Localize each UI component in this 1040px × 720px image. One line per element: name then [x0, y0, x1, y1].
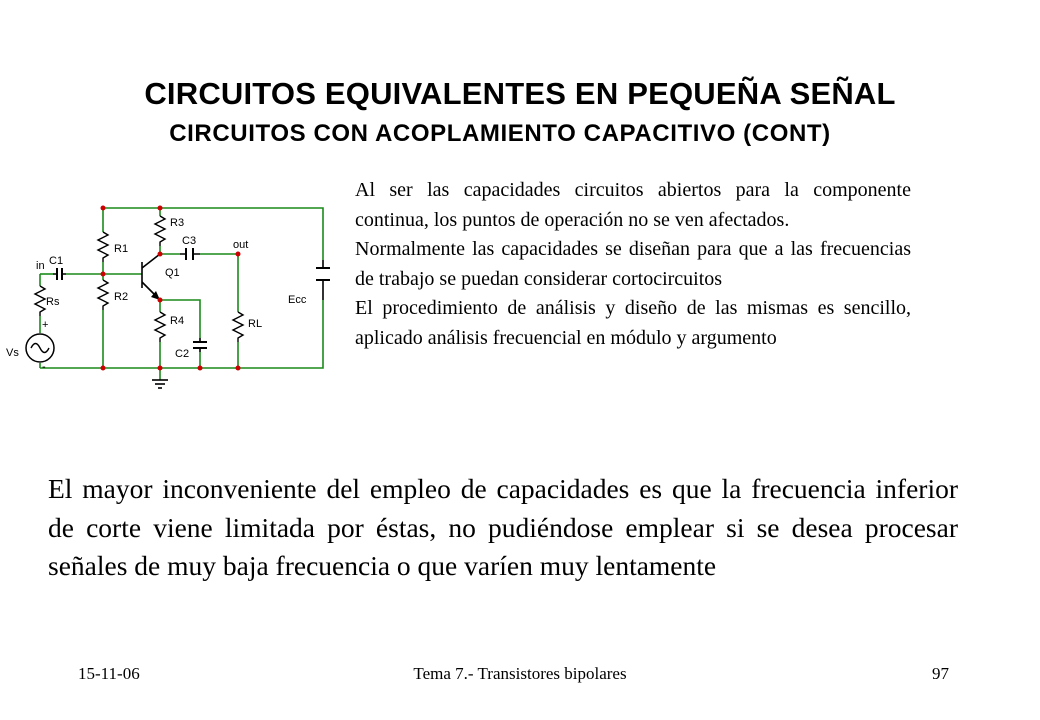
label-r1: R1 [114, 243, 129, 255]
explanation-paragraph-2: Normalmente las capacidades se diseñan para que a las frecuencias de trabajo se puedan considerar cortocircuitos [355, 238, 911, 290]
footer-topic: Tema 7.- Transistores bipolares [413, 664, 627, 683]
label-r3: R3 [170, 217, 185, 229]
circuit-diagram [0, 190, 340, 410]
label-c3: C3 [182, 235, 197, 247]
label-r4: R4 [170, 315, 185, 327]
label-plus: + [42, 319, 49, 331]
label-c1: C1 [49, 255, 64, 267]
label-vs: Vs [6, 347, 19, 359]
footer-date: 15-11-06 [78, 664, 140, 683]
label-q1: Q1 [165, 267, 180, 279]
explanation-paragraph-1: Al ser las capacidades circuitos abiertos para la componente continua, los puntos de operación no se ven afectados. [355, 179, 911, 231]
slide-subtitle: CIRCUITOS CON ACOPLAMIENTO CAPACITIVO (CONT) [169, 120, 831, 147]
label-in: in [36, 260, 45, 272]
slide-title: CIRCUITOS EQUIVALENTES EN PEQUEÑA SEÑAL [144, 76, 896, 111]
explanation-column [355, 176, 911, 353]
label-c2: C2 [175, 348, 190, 360]
label-r2: R2 [114, 291, 129, 303]
label-rl: RL [248, 318, 263, 330]
footer-page-number: 97 [932, 664, 949, 683]
explanation-paragraph-3: El procedimiento de análisis y diseño de las mismas es sencillo, aplicado análisis frecuencial en módulo y argumento [355, 297, 911, 349]
main-text-block [48, 470, 958, 586]
label-out: out [233, 239, 249, 251]
label-rs: Rs [46, 296, 60, 308]
label-ecc: Ecc [288, 294, 307, 306]
label-minus: - [42, 361, 46, 373]
main-paragraph: El mayor inconveniente del empleo de capacidades es que la frecuencia inferior de corte viene limitada por éstas, no pudiéndose emplear si se desea procesar señales de muy baja frecuencia o que varíen muy lentamente [48, 473, 958, 581]
